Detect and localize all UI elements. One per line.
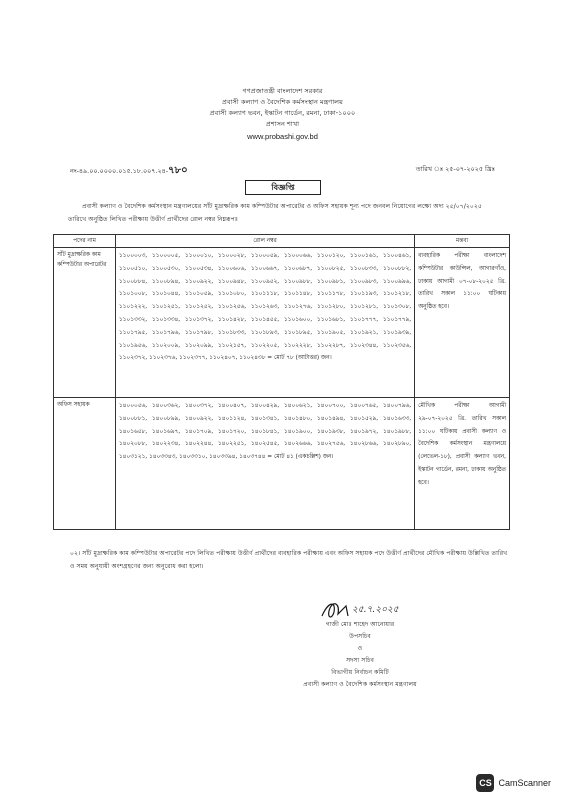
- signature-date: ২৫.৭.২০২৫: [352, 605, 399, 615]
- memo-reference: [70, 163, 188, 180]
- signatory-designation: উপসচিব: [349, 633, 371, 640]
- section-name: প্রশাসন শাখা: [265, 120, 300, 128]
- instruction-paragraph: ০২। সাঁট মুদ্রাক্ষরিক কাম কম্পিউটার অপারেটর পদে লিখিত পরীক্ষায় উত্তীর্ণ প্রার্থীদের ব্যবহারিক পরীক্ষায় এবং অফিস সহায়ক পদে উত্তীর্ণ প্রার্থীদের মৌখিক পরীক্ষায় উল্লিখিত তারিখ ও সময় অনুযায়ী অংশগ্রহণের জন্য অনুরোধ করা হলো।: [70, 550, 508, 570]
- memo-date: তারিখ ঃ ২৫-০৭-২০২৫ খ্রিঃ: [415, 165, 495, 173]
- signatory-role: সদস্য সচিব: [346, 657, 374, 664]
- memo-ref-prefix: নং-৪৯.০০.০০০০.০১৫.১৮.০০৭.২৪-: [70, 167, 169, 175]
- camscanner-watermark: [476, 774, 551, 792]
- signatory-name: গাজী মোঃ শাহেদ আনোয়ার: [325, 621, 395, 628]
- memo-ref-handwritten: ৭৮০: [168, 165, 188, 176]
- header-post: পদের নাম: [54, 235, 116, 248]
- intro-paragraph: প্রবাসী কল্যাণ ও বৈদেশিক কর্মসংস্থান মন্ত্রণালয়ের সাঁট মুদ্রাক্ষরিক কাম কম্পিউটার অপারেটর ও অফিস সহায়ক শূন্য পদে জনবল নিয়োগের লক্ষ্যে অদ্য ২৫/০৭/২০২৫ তারিখে অনুষ্ঠিত লিখিত পরীক্ষায় উত্তীর্ণ প্রার্থীদের রোল নম্বর নিম্নরূপঃ: [68, 203, 482, 223]
- post-name: অফিস সহায়ক: [54, 398, 116, 530]
- results-table: [53, 234, 510, 530]
- header-roll: রোল নম্বর: [115, 235, 414, 248]
- roll-numbers: ১১০০০০৩, ১১০০০০৫, ১১০০০১০, ১১০০০২৮, ১১০০০৫৯, ১১০০০৬৬, ১১০০১২০, ১১০০১৬১, ১১০০৪৬১, ১১০০৫১০, ১১০০৫৩০, ১১০০৫৩৪, ১১০০৬০৬, ১১০০৬৬৭, ১১০০৬৮৭, ১১০০৮২৫, ১১০০৮৩৩, ১১০০৮৮২, ১১০০৮৮৪, ১১০০৮৯৪, ১১০০৯২২, ১১০০৯৪৮, ১১০০৯৫২, ১১০০৯৮৮, ১১০০৯৮১, ১১০০৯৮৩, ১১০০৯৯৬, ১১০১০০৮, ১১০১০৪৪, ১১০১০৫৯, ১১০১০৮০, ১১০১১১৮, ১১০১১৪৮, ১১০১১৭৮, ১১০১১৯৩, ১১০১২১৮, ১১০১২২২, ১১০১২৫১, ১১০১২৫২, ১১০১২৫৬, ১১০১২৬৩, ১১০১২৭৬, ১১০১২৮০, ১১০১২৮১, ১১০১৩০৮, ১১০১৩৩২, ১১০১৩৩৪, ১১০১৩৭২, ১১০১৪২৮, ১১০১৪৫৫, ১১০১৬০০, ১১০১৬৮১, ১১০১৭৭৭, ১১০১৭৭৯, ১১০১৭৯৫, ১১০১৭৯৬, ১১০১৭৯৮, ১১০১৮৩৩, ১১০১৮৯৩, ১১০১৮৯৫, ১১০১৯০৫, ১১০১৯২১, ১১০১৯৩৯, ১১০১৯৫৬, ১১০২০০৯, ১১০২০৯৯, ১১০২১৫৭, ১১০২২০৫, ১১০২২২৮, ১১০২২৮৭, ১১০২৩৪৪, ১১০২৩৫৬, ১১০২৩৭২, ১১০২৩৭৬, ১১০২৩৭৭, ১১০২৪০৭, ১১০২৪৩৮ = মোট ৭৮ (আটাত্তর) জন।: [115, 248, 414, 398]
- camscanner-text: CamScanner: [498, 778, 551, 788]
- gov-name: গণপ্রজাতন্ত্রী বাংলাদেশ সরকার: [242, 87, 323, 95]
- ministry-address: প্রবাসী কল্যাণ ভবন, ইস্কাটন গার্ডেন, রমনা, ঢাকা-১০০০: [209, 109, 356, 117]
- table-row: [54, 248, 510, 398]
- camscanner-logo-icon: CS: [476, 774, 494, 792]
- website-link[interactable]: www.probashi.gov.bd: [247, 132, 318, 141]
- signatory-ministry: প্রবাসী কল্যাণ ও বৈদেশিক কর্মসংস্থান মন্ত্রণালয়: [303, 681, 417, 688]
- notice-title: বিজ্ঞপ্তি: [245, 180, 321, 195]
- header-remark: মন্তব্য: [415, 235, 510, 248]
- signatory-and: ও: [357, 645, 363, 652]
- remark: ব্যবহারিক পরীক্ষা বাংলাদেশ কম্পিউটার কাউন্সিল, আগারগাঁও, ঢাকায় আগামী ০৭-০৮-২০২৫ খ্রি. তারিখ সকাল ১১:০০ ঘটিকায় অনুষ্ঠিত হবে।: [415, 248, 510, 398]
- ministry-name: প্রবাসী কল্যাণ ও বৈদেশিক কর্মসংস্থান মন্ত্রণালয়: [222, 98, 343, 106]
- table-header-row: [54, 235, 510, 248]
- signatory-committee: বিভাগীয় নির্বাচন কমিটি: [331, 669, 389, 676]
- roll-numbers: ১৪০০০৫৬, ১৪০০৩৬২, ১৪০০৩৭২, ১৪০০৪০৭, ১৪০০৪২৯, ১৪০০৬২১, ১৪০০৭০০, ১৪০০৭৬৫, ১৪০০৭৯৬, ১৪০০৮৮১, ১৪০০৮৯৯, ১৪০০৯২২, ১৪০১১২৪, ১৪০১৩৪১, ১৪০১৪৮০, ১৪০১৪৯৪, ১৪০১৫২৯, ১৪০১৬৩৩, ১৪০১৬৫৮, ১৪০১৬৯৭, ১৪০১৭০৯, ১৪০১৭২০, ১৪০১৮৪১, ১৪০১৯০০, ১৪০১৯৩৮, ১৪০১৯৭২, ১৪০১৯৮৮, ১৪০২০৮৮, ১৪০২২৩৪, ১৪০২২৪৪, ১৪০২২৫১, ১৪০২৫৪৫, ১৪০২৬৬৬, ১৪০২৭৫৬, ১৪০২৮৬৬, ১৪০২৮৯০, ১৪০৩১২১, ১৪০৩৩৪৩, ১৪০৩৩১০, ১৪০৩৩৯৪, ১৪০৩৭৪৪ = মোট ৪১ (একচল্লিশ) জন।: [115, 398, 414, 530]
- remark: মৌখিক পরীক্ষা আগামী ২৯-০৭-২০২৫ খ্রি. তারিখ সকাল ১১:০০ ঘটিকায় প্রবাসী কল্যাণ ও বৈদেশিক কর্মসংস্থান মন্ত্রণালয়ে (লেভেল-১৮), প্রবাসী কল্যাণ ভবন, ইস্কাটন গার্ডেন, রমনা, ঢাকায় অনুষ্ঠিত হবে।: [415, 398, 510, 530]
- post-name: সাঁট মুদ্রাক্ষরিক কাম কম্পিউটার অপারেটর: [54, 248, 116, 398]
- table-row: [54, 398, 510, 530]
